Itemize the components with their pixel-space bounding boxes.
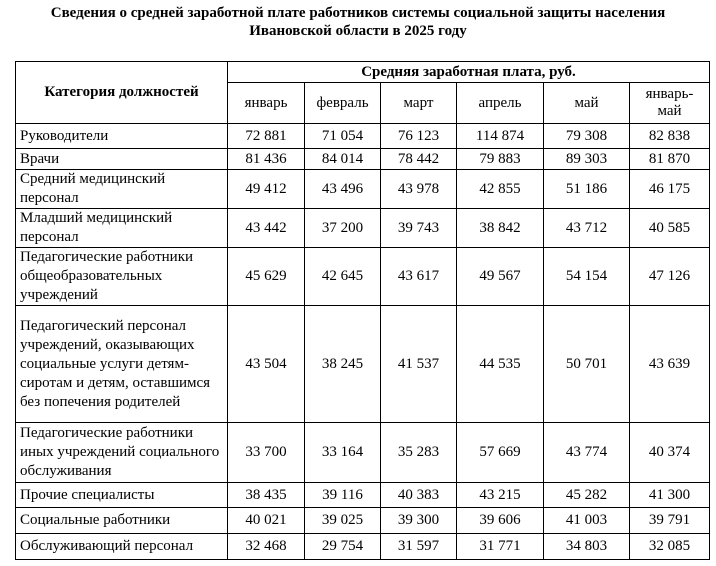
salary-group-header: Средняя заработная плата, руб. — [228, 62, 710, 83]
value-cell: 39 116 — [305, 483, 381, 508]
value-cell: 33 164 — [305, 423, 381, 483]
value-cell: 33 700 — [228, 423, 305, 483]
value-cell: 42 645 — [305, 248, 381, 306]
value-cell: 39 300 — [381, 508, 457, 534]
value-cell: 81 436 — [228, 149, 305, 170]
value-cell: 76 123 — [381, 124, 457, 149]
value-cell: 43 442 — [228, 209, 305, 248]
table-row — [16, 209, 710, 248]
category-cell: Педагогические работники общеобразовательных учреждений — [16, 248, 228, 306]
category-cell: Младший медицинский персонал — [16, 209, 228, 248]
category-cell: Обслуживающий персонал — [16, 534, 228, 560]
table-row — [16, 508, 710, 534]
value-cell: 43 215 — [457, 483, 544, 508]
value-cell: 38 435 — [228, 483, 305, 508]
value-cell: 41 300 — [630, 483, 710, 508]
month-header: март — [381, 83, 457, 124]
month-header: январь — [228, 83, 305, 124]
value-cell: 49 567 — [457, 248, 544, 306]
category-column-header: Категория должностей — [16, 62, 228, 124]
table-row — [16, 423, 710, 483]
value-cell: 43 617 — [381, 248, 457, 306]
value-cell: 40 585 — [630, 209, 710, 248]
value-cell: 43 712 — [544, 209, 630, 248]
value-cell: 47 126 — [630, 248, 710, 306]
value-cell: 89 303 — [544, 149, 630, 170]
value-cell: 50 701 — [544, 306, 630, 423]
value-cell: 31 597 — [381, 534, 457, 560]
value-cell: 41 003 — [544, 508, 630, 534]
table-row — [16, 248, 710, 306]
category-cell: Средний медицинский персонал — [16, 170, 228, 209]
value-cell: 81 870 — [630, 149, 710, 170]
table-row — [16, 149, 710, 170]
value-cell: 41 537 — [381, 306, 457, 423]
value-cell: 45 629 — [228, 248, 305, 306]
table-row — [16, 534, 710, 560]
category-cell: Прочие специалисты — [16, 483, 228, 508]
value-cell: 57 669 — [457, 423, 544, 483]
title-line-2: Ивановской области в 2025 году — [249, 23, 467, 39]
value-cell: 54 154 — [544, 248, 630, 306]
value-cell: 32 468 — [228, 534, 305, 560]
value-cell: 43 639 — [630, 306, 710, 423]
value-cell: 39 791 — [630, 508, 710, 534]
value-cell: 82 838 — [630, 124, 710, 149]
value-cell: 39 743 — [381, 209, 457, 248]
value-cell: 51 186 — [544, 170, 630, 209]
value-cell: 114 874 — [457, 124, 544, 149]
value-cell: 38 842 — [457, 209, 544, 248]
category-cell: Педагогический персонал учреждений, оказывающих социальные услуги детям-сиротам и детям, оставшимся без попечения родителей — [16, 306, 228, 423]
value-cell: 78 442 — [381, 149, 457, 170]
value-cell: 40 383 — [381, 483, 457, 508]
value-cell: 44 535 — [457, 306, 544, 423]
value-cell: 29 754 — [305, 534, 381, 560]
value-cell: 39 606 — [457, 508, 544, 534]
category-cell: Социальные работники — [16, 508, 228, 534]
value-cell: 34 803 — [544, 534, 630, 560]
value-cell: 49 412 — [228, 170, 305, 209]
value-cell: 40 374 — [630, 423, 710, 483]
value-cell: 79 883 — [457, 149, 544, 170]
value-cell: 32 085 — [630, 534, 710, 560]
page-title — [0, 4, 716, 40]
month-header-total: январь- май — [630, 83, 710, 124]
table-row — [16, 124, 710, 149]
table-row — [16, 483, 710, 508]
value-cell: 39 025 — [305, 508, 381, 534]
value-cell: 43 496 — [305, 170, 381, 209]
table-row — [16, 306, 710, 423]
salary-table — [15, 61, 710, 560]
value-cell: 43 774 — [544, 423, 630, 483]
value-cell: 43 978 — [381, 170, 457, 209]
category-cell: Педагогические работники иных учреждений социального обслуживания — [16, 423, 228, 483]
value-cell: 37 200 — [305, 209, 381, 248]
month-header: май — [544, 83, 630, 124]
month-header: апрель — [457, 83, 544, 124]
table-row — [16, 170, 710, 209]
value-cell: 72 881 — [228, 124, 305, 149]
value-cell: 46 175 — [630, 170, 710, 209]
value-cell: 38 245 — [305, 306, 381, 423]
title-line-1: Сведения о средней заработной плате работников системы социальной защиты населения — [50, 5, 666, 21]
month-header: февраль — [305, 83, 381, 124]
value-cell: 42 855 — [457, 170, 544, 209]
value-cell: 35 283 — [381, 423, 457, 483]
value-cell: 43 504 — [228, 306, 305, 423]
category-cell: Врачи — [16, 149, 228, 170]
value-cell: 40 021 — [228, 508, 305, 534]
value-cell: 79 308 — [544, 124, 630, 149]
value-cell: 71 054 — [305, 124, 381, 149]
value-cell: 84 014 — [305, 149, 381, 170]
value-cell: 31 771 — [457, 534, 544, 560]
category-cell: Руководители — [16, 124, 228, 149]
value-cell: 45 282 — [544, 483, 630, 508]
